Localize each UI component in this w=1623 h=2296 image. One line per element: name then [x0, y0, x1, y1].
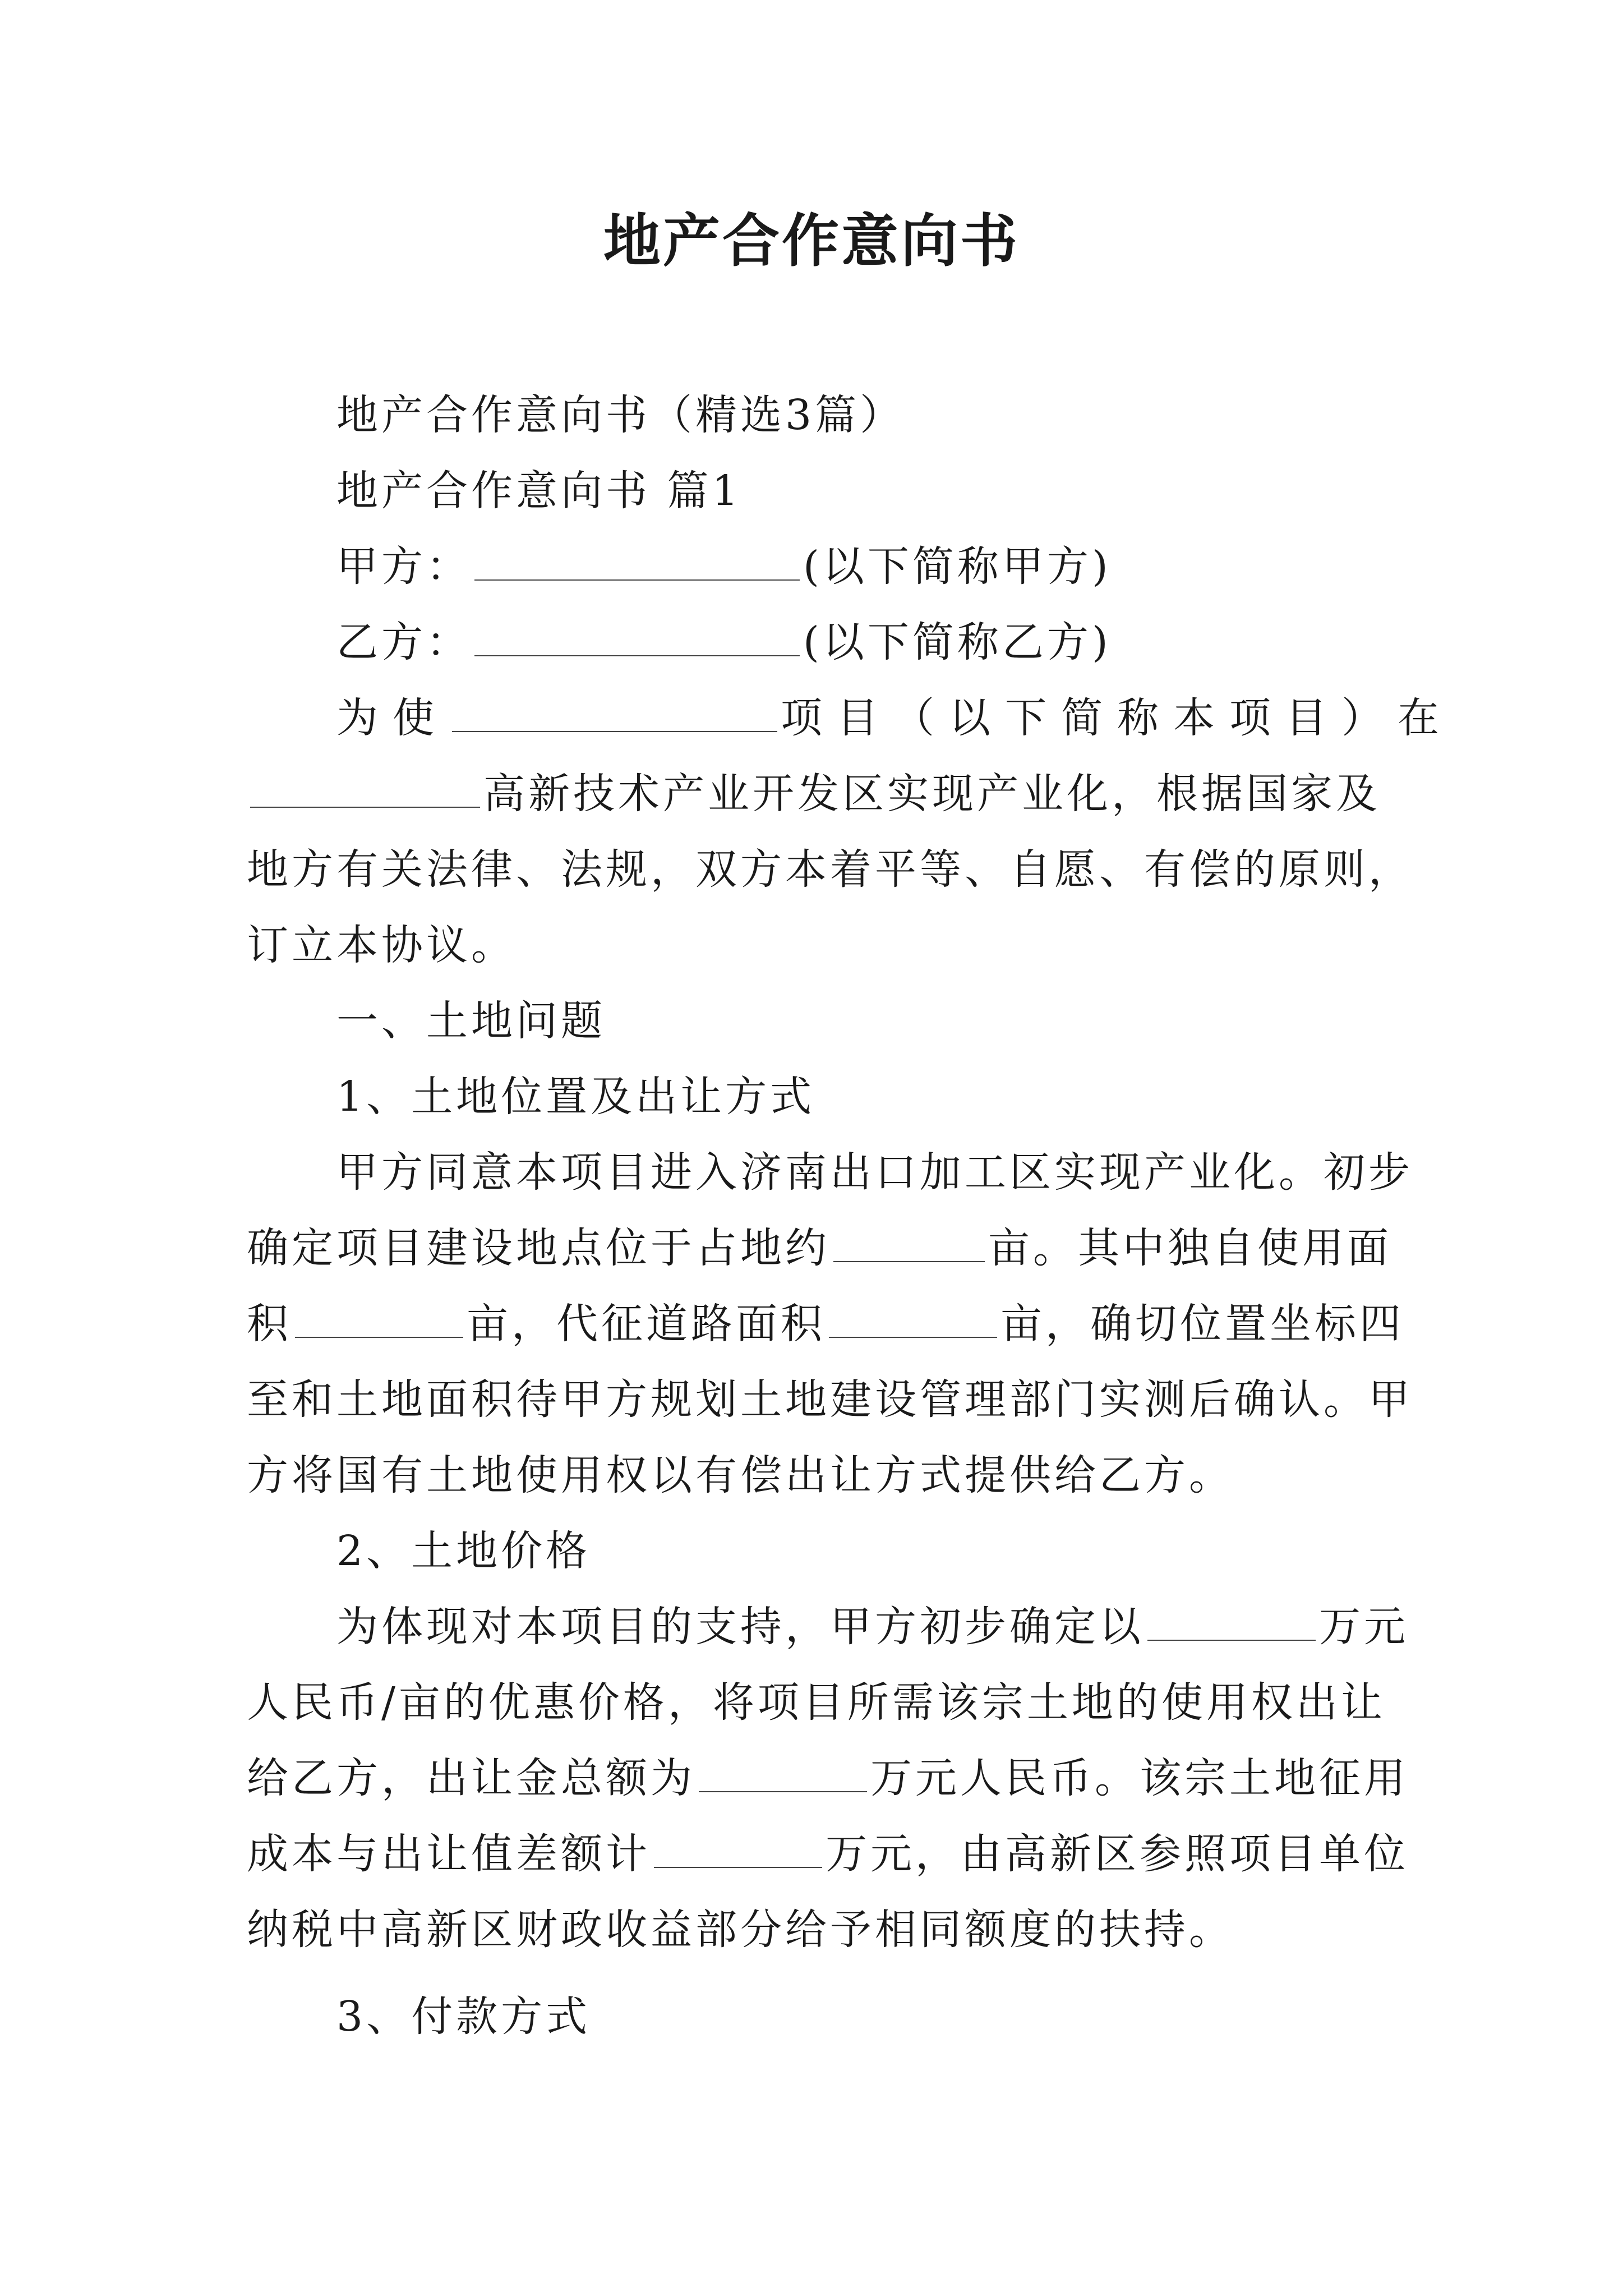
item-1-line-1: 甲方同意本项目进入济南出口加工区实现产业化。初步	[336, 1148, 1413, 1197]
item-2-line-1-start: 为体现对本项目的支持，甲方初步确定以	[336, 1603, 1144, 1651]
item-2-line-5: 纳税中高新区财政收益部分给予相同额度的扶持。	[247, 1906, 1234, 1954]
item-3-heading: 3、付款方式	[336, 1993, 591, 2041]
item-2-line-3-start: 给乙方，出让金总额为	[247, 1754, 695, 1802]
item-1-line-4: 至和土地面积待甲方规划土地建设管理部门实测后确认。甲	[247, 1375, 1413, 1424]
party-b-suffix: (以下简称乙方)	[803, 618, 1112, 666]
intro-line-4: 订立本协议。	[247, 921, 516, 969]
subtitle: 地产合作意向书（精选3篇）	[336, 391, 905, 439]
intro-line-1	[0, 690, 1623, 746]
item-1-line-2	[0, 1220, 1623, 1276]
party-a-blank	[474, 540, 800, 581]
item-1-line-5: 方将国有土地使用权以有偿出让方式提供给乙方。	[247, 1451, 1234, 1499]
difference-blank	[654, 1828, 822, 1868]
project-blank	[452, 692, 777, 732]
item-2-line-3-end: 万元人民币。该宗土地征用	[870, 1754, 1409, 1802]
own-area-blank	[295, 1297, 463, 1338]
intro-end: 项目（以下简称本项目）在	[781, 694, 1454, 742]
item-1-line-3	[0, 1296, 1623, 1352]
item-2-heading: 2、土地价格	[336, 1527, 591, 1575]
party-b-line	[0, 614, 1623, 670]
item-2-line-2: 人民币/亩的优惠价格，将项目所需该宗土地的使用权出让	[247, 1678, 1386, 1727]
item-2-line-4-start: 成本与出让值差额计	[247, 1830, 651, 1878]
item-2-line-4-end: 万元，由高新区参照项目单位	[826, 1830, 1409, 1878]
price-blank	[1147, 1600, 1316, 1641]
road-area-blank	[829, 1297, 997, 1338]
intro-line-2	[0, 766, 1623, 822]
intro-line-2-text: 高新技术产业开发区实现产业化，根据国家及	[483, 770, 1381, 818]
party-a-suffix: (以下简称甲方)	[803, 542, 1112, 591]
item-1-line-3-mid: 亩，代征道路面积	[467, 1300, 826, 1348]
intro-line-3: 地方有关法律、法规，双方本着平等、自愿、有偿的原则，	[247, 845, 1413, 894]
section-heading: 地产合作意向书 篇1	[336, 467, 742, 515]
intro-start: 为使	[336, 694, 449, 742]
item-2-line-1-end: 万元	[1319, 1603, 1409, 1651]
zone-blank	[250, 767, 480, 808]
item-2-line-4	[0, 1826, 1623, 1882]
item-1-line-3-end: 亩，确切位置坐标四	[1000, 1300, 1404, 1348]
area-blank	[833, 1222, 985, 1262]
party-a-label: 甲方：	[336, 542, 471, 591]
section-1-heading: 一、土地问题	[336, 997, 606, 1045]
party-a-line	[0, 539, 1623, 595]
total-blank	[699, 1752, 867, 1792]
party-b-label: 乙方：	[336, 618, 471, 666]
item-1-line-3-start: 积	[247, 1300, 292, 1348]
item-2-line-3	[0, 1750, 1623, 1806]
item-1-line-2-start: 确定项目建设地点位于占地约	[247, 1224, 830, 1272]
item-2-line-1	[0, 1599, 1623, 1655]
item-1-line-2-end: 亩。其中独自使用面	[988, 1224, 1392, 1272]
document-title: 地产合作意向书	[603, 208, 1020, 275]
item-1-heading: 1、土地位置及出让方式	[336, 1073, 815, 1121]
party-b-blank	[474, 616, 800, 656]
